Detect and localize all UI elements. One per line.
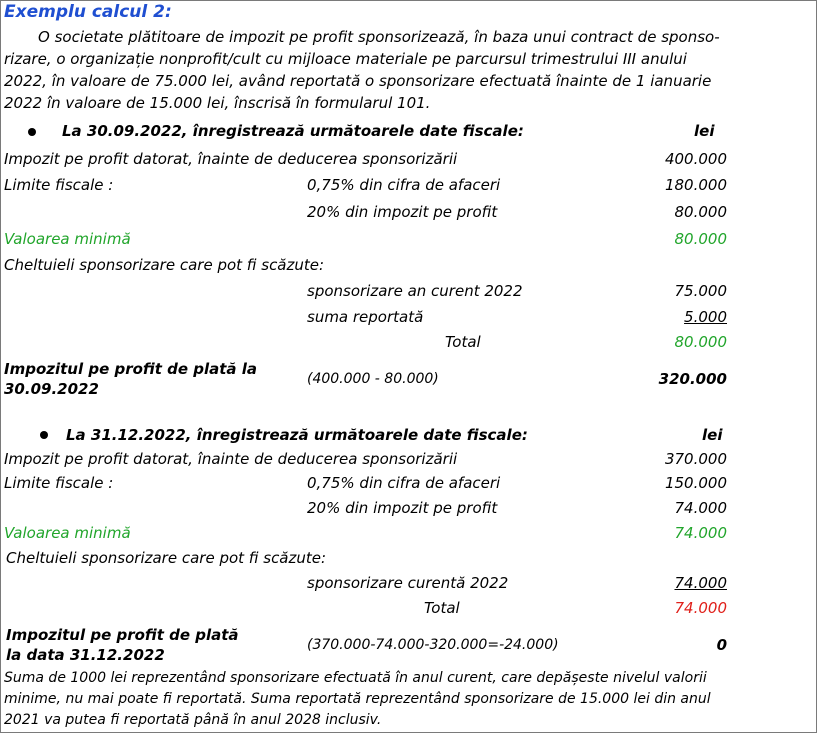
section1-total-label: Total — [445, 333, 481, 351]
section1-plata-formula: (400.000 - 80.000) — [307, 371, 439, 387]
section1-unit: lei — [694, 122, 715, 140]
section2-plata-label-1: Impozitul pe profit de plată — [6, 626, 239, 644]
section2-plata-value: 0 — [716, 636, 727, 654]
section1-limit2-label: 20% din impozit pe profit — [307, 203, 498, 221]
section2-impozit-value: 370.000 — [664, 450, 727, 468]
bullet-icon — [40, 431, 48, 439]
section1-impozit-value: 400.000 — [664, 150, 727, 168]
section2-limit2-label: 20% din impozit pe profit — [307, 499, 498, 517]
section2-total-label: Total — [424, 599, 460, 617]
section1-limit1-value: 180.000 — [664, 176, 727, 194]
section1-minima-value: 80.000 — [674, 230, 727, 248]
section2-plata-label-2: la data 31.12.2022 — [6, 646, 165, 664]
intro-line-1: O societate plătitoare de impozit pe profit sponsorizează, în baza unui contract de sponso- — [38, 28, 720, 46]
section2-impozit-label: Impozit pe profit datorat, înainte de deducerea sponsorizării — [4, 450, 458, 468]
section2-limite-label: Limite fiscale : — [4, 474, 114, 492]
section1-limit2-value: 80.000 — [674, 203, 727, 221]
section1-plata-label-1: Impozitul pe profit de plată la — [4, 360, 258, 378]
intro-line-4: 2022 în valoare de 15.000 lei, înscrisă în formularul 101. — [4, 94, 431, 112]
section2-item1-label: sponsorizare curentă 2022 — [307, 574, 509, 592]
section1-item2-label: suma reportată — [307, 308, 424, 326]
section1-item1-value: 75.000 — [674, 282, 727, 300]
section2-plata-formula: (370.000-74.000-320.000=-24.000) — [307, 637, 559, 653]
section1-cheltuieli-label: Cheltuieli sponsorizare care pot fi scăzute: — [4, 256, 325, 274]
section2-heading: La 31.12.2022, înregistrează următoarele date fiscale: — [66, 426, 528, 444]
section2-minima-value: 74.000 — [674, 524, 727, 542]
footer-line-3: 2021 va putea fi reportată până în anul 2028 inclusiv. — [4, 712, 382, 728]
footer-line-2: minime, nu mai poate fi reportată. Suma reportată reprezentând sponsorizare de 15.000 lei din anul — [4, 691, 711, 707]
section1-total-value: 80.000 — [674, 333, 727, 351]
section2-limit1-label: 0,75% din cifra de afaceri — [307, 474, 501, 492]
intro-line-3: 2022, în valoare de 75.000 lei, având reportată o sponsorizare efectuată înainte de 1 ianuarie — [4, 72, 712, 90]
section2-unit: lei — [702, 426, 723, 444]
example-title: Exemplu calcul 2: — [4, 2, 172, 22]
section1-plata-label-2: 30.09.2022 — [4, 380, 99, 398]
section2-item1-value: 74.000 — [674, 574, 727, 592]
section1-plata-value: 320.000 — [658, 370, 727, 388]
section2-total-value: 74.000 — [674, 599, 727, 617]
section1-minima-label: Valoarea minimă — [4, 230, 131, 248]
section1-impozit-label: Impozit pe profit datorat, înainte de deducerea sponsorizării — [4, 150, 458, 168]
section1-limite-label: Limite fiscale : — [4, 176, 114, 194]
section2-cheltuieli-label: Cheltuieli sponsorizare care pot fi scăzute: — [6, 549, 327, 567]
section2-limit2-value: 74.000 — [674, 499, 727, 517]
footer-line-1: Suma de 1000 lei reprezentând sponsorizare efectuată în anul curent, care depășeste nivelul valorii — [4, 670, 707, 686]
section1-item1-label: sponsorizare an curent 2022 — [307, 282, 523, 300]
section1-heading: La 30.09.2022, înregistrează următoarele date fiscale: — [62, 122, 524, 140]
section2-minima-label: Valoarea minimă — [4, 524, 131, 542]
section1-limit1-label: 0,75% din cifra de afaceri — [307, 176, 501, 194]
intro-line-2: rizare, o organizație nonprofit/cult cu mijloace materiale pe parcursul trimestrului III anului — [4, 50, 687, 68]
section1-item2-value: 5.000 — [684, 308, 727, 326]
bullet-icon — [28, 128, 36, 136]
section2-limit1-value: 150.000 — [664, 474, 727, 492]
